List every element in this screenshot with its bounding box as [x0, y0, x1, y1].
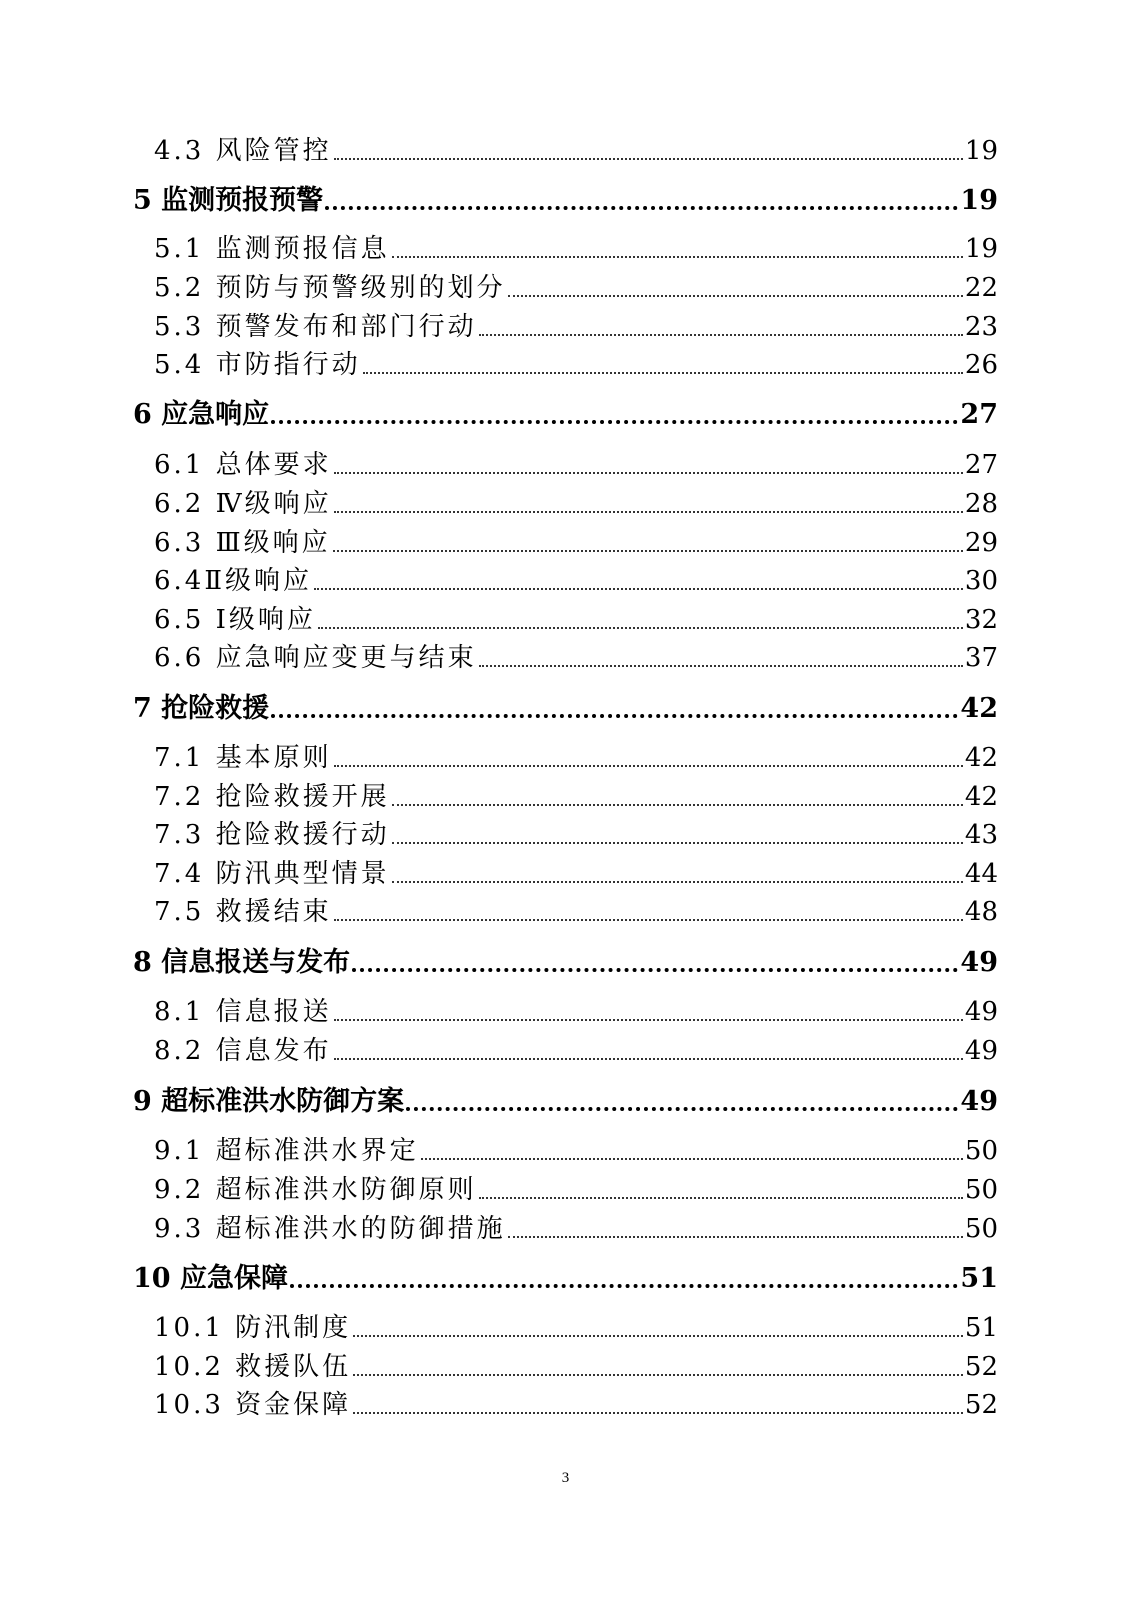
dot-leader [271, 714, 958, 718]
toc-entry-page: 29 [964, 528, 998, 558]
toc-entry-title: 5 监测预报预警 [133, 185, 324, 216]
toc-entry-title: 5.2 预防与预警级别的划分 [154, 273, 506, 303]
toc-entry-page: 27 [964, 450, 998, 480]
toc-chapter-entry[interactable] [0, 1256, 1131, 1296]
dot-leader [392, 842, 963, 844]
toc-section-entry[interactable] [0, 991, 1131, 1029]
dot-leader [406, 1107, 958, 1111]
toc-section-entry[interactable] [0, 306, 1131, 344]
dot-leader [325, 206, 958, 210]
toc-entry-title: 7.1 基本原则 [154, 743, 332, 773]
dot-leader [353, 1412, 963, 1414]
dot-leader [479, 1197, 963, 1199]
dot-leader [318, 627, 963, 629]
toc-entry-page: 23 [964, 312, 998, 342]
dot-leader [334, 1058, 963, 1060]
toc-section-entry[interactable] [0, 853, 1131, 891]
toc-section-entry[interactable] [0, 1208, 1131, 1246]
toc-section-entry[interactable] [0, 560, 1131, 598]
toc-entry-title: 9.3 超标准洪水的防御措施 [154, 1214, 506, 1244]
dot-leader [334, 472, 963, 474]
toc-entry-page: 19 [964, 136, 998, 166]
toc-section-entry[interactable] [0, 1030, 1131, 1068]
toc-entry-title: 6.4Ⅱ级响应 [154, 566, 313, 596]
dot-leader [392, 804, 963, 806]
toc-entry-page: 28 [964, 489, 998, 519]
dot-leader [334, 765, 963, 767]
toc-entry-page: 26 [964, 350, 998, 380]
dot-leader [334, 511, 963, 513]
toc-entry-page: 42 [964, 743, 998, 773]
toc-entry-page: 51 [964, 1313, 998, 1343]
toc-section-entry[interactable] [0, 483, 1131, 521]
toc-entry-page: 50 [964, 1136, 998, 1166]
toc-entry-page: 52 [964, 1390, 998, 1420]
toc-entry-page: 48 [964, 897, 998, 927]
toc-section-entry[interactable] [0, 130, 1131, 168]
page-number: 3 [561, 1470, 570, 1486]
toc-entry-title: 5.1 监测预报信息 [154, 234, 390, 264]
toc-entry-title: 10 应急保障 [133, 1263, 288, 1294]
dot-leader [421, 1158, 963, 1160]
toc-entry-page: 27 [960, 399, 998, 430]
toc-entry-page: 42 [964, 782, 998, 812]
dot-leader [363, 372, 963, 374]
toc-section-entry[interactable] [0, 814, 1131, 852]
toc-entry-page: 19 [960, 185, 998, 216]
toc-section-entry[interactable] [0, 891, 1131, 929]
toc-entry-page: 49 [964, 1036, 998, 1066]
toc-entry-title: 6.6 应急响应变更与结束 [154, 643, 477, 673]
toc-entry-page: 49 [960, 1086, 998, 1117]
dot-leader [352, 968, 958, 972]
toc-section-entry[interactable] [0, 776, 1131, 814]
toc-entry-title: 9.2 超标准洪水防御原则 [154, 1175, 477, 1205]
toc-entry-title: 6.5 Ⅰ级响应 [154, 605, 316, 635]
toc-entry-title: 4.3 风险管控 [154, 136, 332, 166]
dot-leader [334, 1019, 963, 1021]
dot-leader [334, 158, 963, 160]
toc-entry-title: 7.3 抢险救援行动 [154, 820, 390, 850]
toc-section-entry[interactable] [0, 1169, 1131, 1207]
toc-entry-page: 43 [964, 820, 998, 850]
dot-leader [314, 588, 963, 590]
toc-chapter-entry[interactable] [0, 392, 1131, 432]
toc-entry-page: 32 [964, 605, 998, 635]
dot-leader [271, 420, 958, 424]
toc-entry-page: 42 [960, 693, 998, 724]
toc-entry-page: 44 [964, 859, 998, 889]
toc-entry-title: 10.1 防汛制度 [154, 1313, 352, 1343]
toc-entry-page: 49 [960, 947, 998, 978]
dot-leader [334, 919, 963, 921]
toc-chapter-entry[interactable] [0, 1079, 1131, 1119]
toc-section-entry[interactable] [0, 522, 1131, 560]
toc-entry-title: 6 应急响应 [133, 399, 270, 430]
toc-section-entry[interactable] [0, 444, 1131, 482]
dot-leader [479, 665, 963, 667]
toc-entry-title: 9 超标准洪水防御方案 [133, 1086, 405, 1117]
toc-entry-title: 10.3 资金保障 [154, 1390, 352, 1420]
toc-entry-title: 5.4 市防指行动 [154, 350, 361, 380]
toc-entry-page: 37 [964, 643, 998, 673]
toc-section-entry[interactable] [0, 267, 1131, 305]
toc-entry-title: 6.3 Ⅲ级响应 [154, 528, 331, 558]
toc-chapter-entry[interactable] [0, 940, 1131, 980]
dot-leader [508, 295, 963, 297]
toc-entry-page: 51 [960, 1263, 998, 1294]
toc-entry-title: 7.4 防汛典型情景 [154, 859, 390, 889]
toc-section-entry[interactable] [0, 228, 1131, 266]
dot-leader [333, 550, 963, 552]
toc-section-entry[interactable] [0, 1130, 1131, 1168]
toc-section-entry[interactable] [0, 1346, 1131, 1384]
toc-entry-page: 30 [964, 566, 998, 596]
toc-entry-title: 7.2 抢险救援开展 [154, 782, 390, 812]
dot-leader [508, 1236, 963, 1238]
toc-entry-page: 19 [964, 234, 998, 264]
toc-entry-page: 50 [964, 1175, 998, 1205]
toc-section-entry[interactable] [0, 344, 1131, 382]
toc-entry-title: 8.1 信息报送 [154, 997, 332, 1027]
toc-section-entry[interactable] [0, 737, 1131, 775]
toc-section-entry[interactable] [0, 599, 1131, 637]
toc-entry-title: 6.2 Ⅳ级响应 [154, 489, 332, 519]
toc-entry-title: 10.2 救援队伍 [154, 1352, 352, 1382]
toc-entry-title: 8 信息报送与发布 [133, 947, 351, 978]
toc-entry-page: 52 [964, 1352, 998, 1382]
toc-section-entry[interactable] [0, 1307, 1131, 1345]
toc-entry-title: 7 抢险救援 [133, 693, 270, 724]
dot-leader [392, 256, 963, 258]
dot-leader [290, 1284, 958, 1288]
toc-entry-title: 8.2 信息发布 [154, 1036, 332, 1066]
toc-entry-page: 22 [964, 273, 998, 303]
dot-leader [392, 881, 963, 883]
toc-section-entry[interactable] [0, 637, 1131, 675]
toc-entry-page: 50 [964, 1214, 998, 1244]
toc-entry-title: 5.3 预警发布和部门行动 [154, 312, 477, 342]
toc-entry-title: 9.1 超标准洪水界定 [154, 1136, 419, 1166]
toc-chapter-entry[interactable] [0, 178, 1131, 218]
toc-section-entry[interactable] [0, 1384, 1131, 1422]
dot-leader [479, 334, 963, 336]
dot-leader [353, 1374, 963, 1376]
dot-leader [353, 1335, 963, 1337]
toc-chapter-entry[interactable] [0, 686, 1131, 726]
toc-entry-page: 49 [964, 997, 998, 1027]
toc-entry-title: 6.1 总体要求 [154, 450, 332, 480]
toc-entry-title: 7.5 救援结束 [154, 897, 332, 927]
